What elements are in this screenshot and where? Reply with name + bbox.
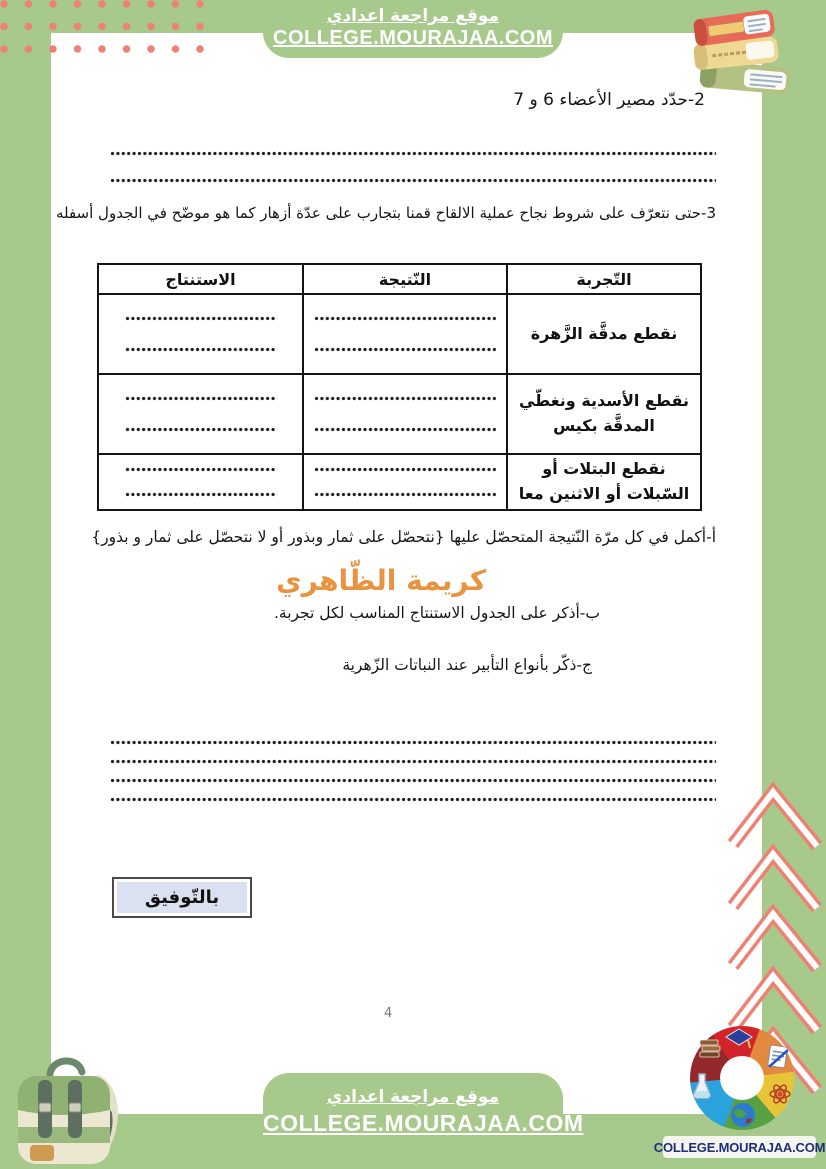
chevron-up-icon bbox=[727, 782, 823, 852]
table-row bbox=[98, 294, 701, 374]
frame-left bbox=[0, 0, 51, 1169]
header-site-url-link[interactable]: COLLEGE.MOURAJAA.COM bbox=[273, 27, 553, 49]
column-header-conclusion: الاستنتاج bbox=[98, 264, 303, 294]
logo-flask-icon bbox=[692, 1072, 712, 1100]
dot-pattern-decoration bbox=[0, 0, 214, 62]
answer-line bbox=[110, 778, 716, 783]
answer-line bbox=[110, 759, 716, 764]
good-luck-box bbox=[112, 877, 252, 918]
experiment-cell: نقطع البتلات أو السّبلات أو الاثنين معا bbox=[507, 454, 701, 510]
table-header-row bbox=[98, 264, 701, 294]
logo-note-pen-icon bbox=[766, 1044, 790, 1070]
column-header-result: النّتيجة bbox=[303, 264, 507, 294]
logo-globe-icon bbox=[730, 1102, 756, 1128]
conclusion-cell-blank bbox=[98, 294, 303, 374]
logo-books-icon bbox=[698, 1038, 722, 1060]
column-header-experiment: التّجربة bbox=[507, 264, 701, 294]
logo-graduation-cap-icon bbox=[724, 1027, 754, 1051]
question-3: 3-حتى نتعرّف على شروط نجاح عملية الالقاح قمنا بتجارب على عدّة أزهار كما هو موضّح في الجدول أسفله bbox=[55, 204, 716, 222]
author-watermark: كريمة الظّاهري bbox=[276, 564, 487, 597]
experiment-cell: نقطع الأسدية ونغطّي المدقَّة بكيس bbox=[507, 374, 701, 454]
answer-line bbox=[110, 740, 716, 745]
logo-caption-text: COLLEGE.MOURAJAA.COM bbox=[653, 1139, 826, 1155]
header-site-title: موقع مراجعة اعدادي bbox=[326, 6, 500, 26]
experiment-cell: نقطع مدقَّة الزَّهرة bbox=[507, 294, 701, 374]
question-a: أ-أكمل في كل مرّة النّتيجة المتحصّل عليها {نتحصّل على ثمار وبذور أو لا نتحصّل على ثمار و بذور} bbox=[91, 528, 716, 546]
footer bbox=[263, 1073, 584, 1169]
conclusion-cell-blank bbox=[98, 454, 303, 510]
question-b: ب-أذكر على الجدول الاستنتاج المناسب لكل تجربة. bbox=[273, 604, 600, 622]
site-logo bbox=[690, 1026, 794, 1130]
question-c: ج-ذكّر بأنواع التأبير عند النباتات الزّهرية bbox=[342, 656, 592, 674]
answer-line bbox=[110, 797, 716, 802]
result-cell-blank bbox=[303, 374, 507, 454]
answer-line bbox=[110, 151, 716, 156]
question-2: 2-حدّد مصير الأعضاء 6 و 7 bbox=[513, 90, 705, 110]
chevron-up-icon bbox=[727, 904, 823, 974]
footer-site-url-link[interactable]: COLLEGE.MOURAJAA.COM bbox=[263, 1110, 584, 1136]
good-luck-label: بالتّوفيق bbox=[117, 882, 247, 913]
backpack-icon bbox=[2, 1050, 130, 1169]
page-number: 4 bbox=[384, 1006, 393, 1021]
table-row bbox=[98, 374, 701, 454]
footer-site-title: موقع مراجعة اعدادي bbox=[326, 1087, 500, 1107]
conclusion-cell-blank bbox=[98, 374, 303, 454]
header bbox=[263, 0, 563, 58]
result-cell-blank bbox=[303, 294, 507, 374]
result-cell-blank bbox=[303, 454, 507, 510]
logo-atom-icon bbox=[768, 1082, 792, 1106]
table-row bbox=[98, 454, 701, 510]
answer-line bbox=[110, 178, 716, 183]
books-stack-icon bbox=[686, 6, 798, 100]
logo-caption-badge bbox=[653, 1136, 826, 1158]
experiments-table bbox=[97, 263, 702, 511]
